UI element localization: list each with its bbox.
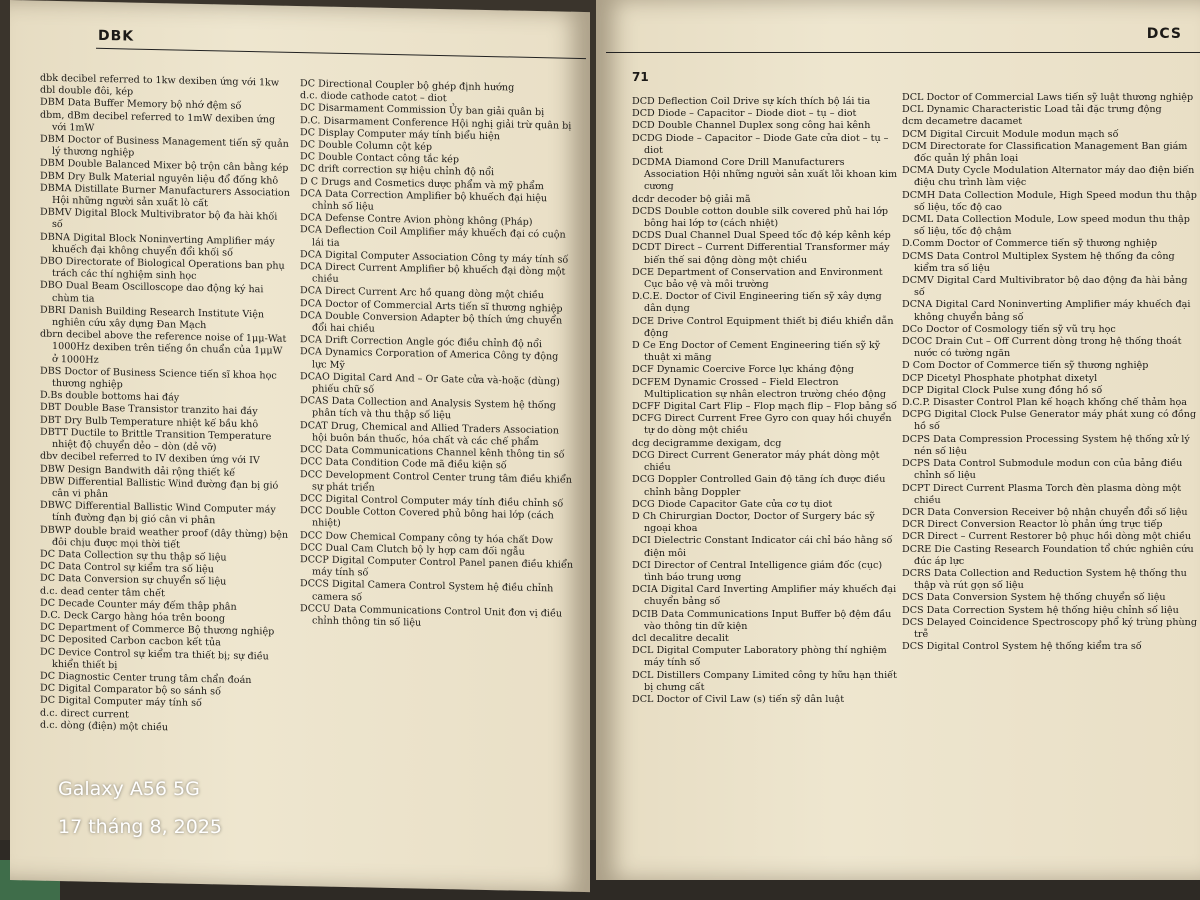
dictionary-entry: DCAO Digital Card And – Or Gate cửa và-hoặc (dùng) phiếu chữ số: [300, 370, 560, 396]
left-column-2: [300, 78, 575, 633]
dictionary-entry: DCS Delayed Coincidence Spectroscopy phổ ký trùng phùng trễ: [902, 616, 1197, 640]
dictionary-entry: dbl double đôi, kép: [40, 84, 134, 98]
dictionary-entry: DC Data Collection sự thu thập số liệu: [40, 548, 227, 564]
dictionary-entry: DCP Digital Clock Pulse xung đồng hồ số: [902, 384, 1103, 396]
dictionary-entry: DC Digital Comparator bộ so sánh số: [40, 682, 221, 698]
dictionary-entry: DCA Defense Contre Avion phòng không (Pháp): [300, 212, 533, 229]
dictionary-entry: dcdr decoder bộ giải mã: [632, 193, 751, 205]
dictionary-entry: DCE Drive Control Equipment thiết bị điều khiển dẫn động: [632, 315, 894, 339]
dictionary-entry: DC Double Column cột kép: [300, 139, 433, 153]
dictionary-entry: DCDT Direct – Current Differential Transformer máy biến thế sai động dòng một chiều: [632, 242, 890, 266]
dictionary-entry: DCFF Digital Cart Flip – Flop mạch flip – Flop bảng số: [632, 401, 897, 413]
dictionary-entry: DCG Diode Capacitor Gate cửa cơ tụ diot: [632, 498, 833, 510]
dictionary-entry: DCS Digital Control System hệ thống kiểm tra số: [902, 641, 1142, 653]
dictionary-entry: DCS Data Correction System hệ thống hiệu chỉnh số liệu: [902, 604, 1179, 616]
dictionary-entry: DBT Double Base Transistor tranzito hai đáy: [40, 402, 258, 418]
dictionary-entry: D.C. Disarmament Conference Hội nghị giải trừ quân bị: [300, 114, 572, 132]
dictionary-entry: DCD Double Channel Duplex song công hai kênh: [632, 120, 871, 132]
dictionary-entry: DC Data Control sự kiểm tra số liệu: [40, 560, 214, 576]
dictionary-entry: D Com Doctor of Commerce tiến sỹ thương nghiệp: [902, 360, 1149, 372]
dictionary-entry: DCDMA Diamond Core Drill Manufacturers Association Hội những người sản xuất lõi khoan kim cương: [632, 157, 898, 193]
dictionary-entry: D.C. Deck Cargo hàng hóa trên boong: [40, 609, 226, 625]
dictionary-entry: DCC Data Communications Channel kênh thông tin số: [300, 444, 565, 461]
dictionary-entry: DBMV Digital Block Multivibrator bộ đa hài khối số: [40, 206, 278, 231]
dictionary-entry: DCRE Die Casting Research Foundation tổ chức nghiên cứu đúc áp lực: [902, 543, 1194, 567]
dictionary-entry: D.C.E. Doctor of Civil Engineering tiến sỹ xây dựng dân dụng: [632, 291, 882, 315]
dictionary-entry: DBM Data Buffer Memory bộ nhớ đệm số: [40, 97, 242, 113]
dictionary-entry: DCPS Data Control Submodule modun con của bảng điều chỉnh số liệu: [902, 458, 1183, 482]
dictionary-entry: dcl decalitre decalit: [632, 632, 729, 644]
right-header-rule: [606, 52, 1200, 53]
dictionary-entry: DCA Direct Current Amplifier bộ khuếch đại dòng một chiều: [300, 261, 566, 286]
dictionary-entry: DBNA Digital Block Noninverting Amplifier máy khuếch đại không chuyển đổi khối số: [40, 231, 275, 259]
dictionary-entry: DCDS Dual Channel Dual Speed tốc độ kép kênh kép: [632, 230, 891, 242]
dictionary-entry: DCNA Digital Card Noninverting Amplifier máy khuếch đại không chuyển bảng số: [902, 299, 1191, 323]
dictionary-entry: DC Display Computer máy tính biểu hiện: [300, 126, 500, 143]
dictionary-entry: DC Directional Coupler bộ ghép định hướng: [300, 78, 515, 94]
dictionary-entry: DCC Double Cotton Covered phủ bông hai lớp (cách nhiệt): [300, 505, 554, 530]
dictionary-entry: DC Disarmament Commission Ủy ban giải quân bị: [300, 102, 545, 119]
dictionary-entry: DCG Direct Current Generator máy phát dòng một chiều: [632, 449, 880, 474]
dictionary-entry: d.c. diode cathode catot – diot: [300, 90, 447, 105]
dictionary-entry: D.Bs double bottoms hai đáy: [40, 389, 180, 404]
dictionary-entry: DCDS Double cotton double silk covered phủ hai lớp bông hai lớp tơ (cách nhiệt): [632, 205, 889, 230]
dictionary-entry: DBS Doctor of Business Science tiến sĩ khoa học thương nghiệp: [40, 365, 277, 391]
dictionary-entry: DCS Data Conversion System hệ thống chuyển số liệu: [902, 592, 1166, 604]
dictionary-entry: D Ce Eng Doctor of Cement Engineering tiến sỹ kỹ thuật xi măng: [632, 340, 881, 364]
dictionary-entry: DC Decade Counter máy đếm thập phân: [40, 597, 237, 613]
dictionary-entry: DC Digital Computer máy tính số: [40, 694, 202, 710]
dictionary-entry: DCPG Digital Clock Pulse Generator máy phát xung có đồng hồ số: [902, 409, 1197, 433]
dictionary-entry: DCo Doctor of Cosmology tiến sỹ vũ trụ học: [902, 323, 1116, 335]
dictionary-entry: DCR Data Conversion Receiver bộ nhận chuyển đổi số liệu: [902, 506, 1188, 518]
right-column-1: [632, 96, 902, 706]
dictionary-entry: DBRI Danish Building Research Institute Viện nghiên cứu xây dựng Đan Mạch: [40, 304, 265, 332]
dictionary-entry: DCPT Direct Current Plasma Torch đèn plasma dòng một chiều: [902, 482, 1182, 506]
dictionary-entry: DBMA Distillate Burner Manufacturers Association Hội những người sản xuất lò cất: [40, 182, 290, 210]
dictionary-entry: DCIA Digital Card Inverting Amplifier máy khuếch đại chuyển bảng số: [632, 584, 897, 608]
dictionary-entry: DCL Doctor of Civil Law (s) tiến sỹ dân luật: [632, 693, 845, 705]
dictionary-entry: d.c. dead center tâm chết: [40, 585, 165, 599]
dictionary-entry: d.c. dòng (điện) một chiều: [40, 719, 169, 734]
device-watermark: Galaxy A56 5G: [58, 778, 200, 800]
dictionary-entry: DCCP Digital Computer Control Panel panen điều khiển máy tính số: [300, 553, 574, 579]
dictionary-entry: DCFG Direct Current Free Gyro con quay hồi chuyển tự do dòng một chiều: [632, 413, 892, 437]
dictionary-entry: dcm decametre dacamet: [902, 116, 1023, 128]
dictionary-entry: DCCU Data Communications Control Unit đơn vị điều chỉnh thông tin số liệu: [300, 602, 563, 629]
right-column-2: [902, 92, 1198, 653]
dictionary-entry: DCL Digital Computer Laboratory phòng thí nghiệm máy tính số: [632, 645, 887, 669]
dictionary-entry: DCA Dynamics Corporation of America Công ty động lực Mỹ: [300, 346, 559, 371]
dictionary-entry: DC Diagnostic Center trung tâm chẩn đoán: [40, 670, 252, 687]
dictionary-entry: DBM Double Balanced Mixer bộ trộn cân bằng kép: [40, 158, 289, 175]
dictionary-entry: DCD Diode – Capacitor – Diode diot – tụ – diot: [632, 108, 857, 120]
page-number: 71: [632, 70, 649, 84]
dictionary-entry: d.c. direct current: [40, 707, 129, 721]
dictionary-entry: DBW Design Bandwith dải rộng thiết kế: [40, 463, 236, 479]
dictionary-entry: dbm, dBm decibel referred to 1mW dexiben ứng với 1mW: [40, 109, 276, 134]
dictionary-entry: D.Comm Doctor of Commerce tiến sỹ thương nghiệp: [902, 238, 1158, 250]
dictionary-entry: DBTT Ductile to Brittle Transition Temperature nhiệt độ chuyển dẻo – dòn (dẻ vỡ): [40, 426, 272, 454]
dictionary-entry: DC drift correction sự hiệu chỉnh độ nổi: [300, 163, 495, 179]
dictionary-entry: DCA Drift Correction Angle góc điều chỉnh độ nổi: [300, 334, 542, 351]
dictionary-entry: DCAT Drug, Chemical and Allied Traders Association hội buôn bán thuốc, hóa chất và các chế phẩm: [300, 419, 559, 448]
dictionary-entry: DCM Digital Circuit Module modun mạch số: [902, 128, 1119, 140]
dictionary-entry: D.C.P. Disaster Control Plan kế hoạch khống chế thảm họa: [902, 397, 1188, 409]
dictionary-entry: DCC Dow Chemical Company công ty hóa chất Dow: [300, 529, 554, 546]
right-page-header: DCS: [1146, 26, 1182, 42]
dictionary-entry: DCM Directorate for Classification Management Ban giám đốc quản lý phân loại: [902, 140, 1188, 165]
dictionary-entry: DCC Data Condition Code mã điều kiện số: [300, 456, 507, 472]
dictionary-entry: DCC Dual Cam Clutch bộ ly hợp cam đối ngẫu: [300, 541, 525, 558]
dictionary-entry: DBO Directorate of Biological Operations ban phụ trách các thí nghiệm sinh học: [40, 255, 285, 283]
left-page: [10, 0, 590, 892]
dictionary-entry: DCC Digital Control Computer máy tính điều chỉnh số: [300, 492, 564, 510]
dictionary-entry: dcg decigramme dexigam, dcg: [632, 437, 782, 449]
dictionary-entry: DCL Dynamic Characteristic Load tải đặc trưng động: [902, 104, 1162, 116]
dictionary-entry: DCMV Digital Card Multivibrator bộ dao động đa hài bảng số: [902, 275, 1188, 299]
dictionary-entry: DCMA Duty Cycle Modulation Alternator máy dao điện biến điệu chu trình làm việc: [902, 165, 1195, 189]
dictionary-entry: DCL Doctor of Commercial Laws tiến sỹ luật thương nghiệp: [902, 92, 1194, 103]
dictionary-entry: DC Double Contact công tắc kép: [300, 151, 459, 166]
dictionary-entry: DCA Double Conversion Adapter bộ thích ứng chuyển đổi hai chiều: [300, 309, 563, 335]
dictionary-entry: DCOC Drain Cut – Off Current dòng trong hệ thống thoát nước có tường ngăn: [902, 336, 1182, 360]
dictionary-entry: DBWC Differential Ballistic Wind Computer máy tính đường đạn bị gió cân vi phân: [40, 499, 276, 527]
dictionary-entry: DC Device Control sự kiểm tra thiết bị; sự điều khiển thiết bị: [40, 646, 269, 671]
dictionary-entry: DBO Dual Beam Oscilloscope dao động ký hai chùm tia: [40, 280, 264, 305]
dictionary-entry: DCAS Data Collection and Analysis System hệ thống phân tích và thu thập số liệu: [300, 395, 556, 422]
dictionary-entry: D C Drugs and Cosmetics dược phẩm và mỹ phẩm: [300, 175, 544, 192]
dictionary-entry: DC Department of Commerce Bộ thương nghiệp: [40, 621, 275, 638]
dictionary-entry: DCCS Digital Camera Control System hệ điều chỉnh camera số: [300, 578, 554, 603]
dictionary-entry: DCR Direct Conversion Reactor lò phản ứng trực tiếp: [902, 519, 1163, 531]
dictionary-entry: DCI Director of Central Intelligence giám đốc (cục) tình báo trung ương: [632, 559, 883, 583]
dictionary-entry: DCR Direct – Current Restorer bộ phục hồi dòng một chiều: [902, 531, 1192, 543]
dictionary-entry: DCRS Data Collection and Reduction System hệ thống thu thập và rút gọn số liệu: [902, 567, 1187, 592]
dictionary-entry: D Ch Chirurgian Doctor, Doctor of Surgery bác sỹ ngoại khoa: [632, 510, 875, 535]
dictionary-entry: DCMH Data Collection Module, High Speed modun thu thập số liệu, tốc độ cao: [902, 189, 1197, 213]
dictionary-entry: DBM Dry Bulk Material nguyên liệu đổ đống khô: [40, 170, 279, 187]
dictionary-entry: DCC Development Control Center trung tâm điều khiển sự phát triển: [300, 468, 572, 494]
dictionary-entry: DCIB Data Communications Input Buffer bộ đệm đầu vào thông tin dữ kiện: [632, 608, 892, 632]
dictionary-entry: DCI Dielectric Constant Indicator cái chỉ báo hằng số điện môi: [632, 535, 893, 559]
dictionary-entry: DCPS Data Compression Processing System hệ thống xử lý nén số liệu: [902, 433, 1190, 457]
dictionary-entry: DCP Dicetyl Phosphate photphat dixetyl: [902, 372, 1098, 384]
dictionary-entry: DCA Direct Current Arc hồ quang dòng một chiều: [300, 285, 544, 302]
dictionary-entry: DCG Doppler Controlled Gain độ tăng ích được điều chỉnh bằng Doppler: [632, 474, 886, 498]
dictionary-entry: DC Data Conversion sự chuyển số liệu: [40, 572, 227, 588]
dictionary-entry: DCF Dynamic Coercive Force lực kháng động: [632, 364, 854, 376]
dictionary-entry: dbrn decibel above the reference noise of 1μμ-Wat 1000Hz dexiben trên tiếng ồn chuẩn của 1μμW ở 1000Hz: [40, 328, 287, 366]
dictionary-entry: DCL Distillers Company Limited công ty hữu hạn thiết bị chưng cất: [632, 669, 897, 693]
dictionary-entry: DCA Deflection Coil Amplifier máy khuếch đại có cuộn lái tia: [300, 224, 566, 249]
dictionary-entry: DCA Data Correction Amplifier bộ khuếch đại hiệu chỉnh số liệu: [300, 187, 548, 213]
dictionary-entry: DBM Doctor of Business Management tiến sỹ quản lý thương nghiệp: [40, 133, 289, 159]
dictionary-entry: DCMS Data Control Multiplex System hệ thống đa công kiểm tra số liệu: [902, 250, 1175, 274]
dictionary-entry: DCE Department of Conservation and Environment Cục bảo vệ và môi trường: [632, 266, 883, 291]
date-watermark: 17 tháng 8, 2025: [58, 816, 223, 838]
dictionary-entry: DCA Digital Computer Association Công ty máy tính số: [300, 248, 569, 266]
dictionary-entry: DC Deposited Carbon cacbon kết tủa: [40, 633, 221, 649]
dictionary-entry: dbv decibel referred to IV dexiben ứng với IV: [40, 450, 260, 467]
dictionary-entry: DCD Deflection Coil Drive sự kích thích bộ lái tia: [632, 96, 871, 107]
left-header-rule: [96, 48, 586, 59]
right-page: [596, 0, 1200, 880]
dictionary-entry: DCA Doctor of Commercial Arts tiến sĩ thương nghiệp: [300, 297, 563, 315]
dictionary-entry: dbk decibel referred to 1kw dexiben ứng với 1kw: [40, 72, 280, 89]
left-page-header: DBK: [98, 27, 135, 45]
dictionary-entry: DBW Differential Ballistic Wind đường đạn bị gió cân vi phân: [40, 475, 279, 500]
dictionary-entry: DBT Dry Bulb Temperature nhiệt kế bầu khô: [40, 414, 259, 430]
left-column-1: [40, 73, 290, 737]
dictionary-entry: DCFEM Dynamic Crossed – Field Electron Multiplication sự nhân electron trường chéo động: [632, 376, 887, 400]
dictionary-entry: DCML Data Collection Module, Low speed modun thu thập số liệu, tốc độ chậm: [902, 214, 1190, 238]
dictionary-entry: DCDG Diode – Capacitor – Diode Gate cửa diot – tụ – diot: [632, 132, 889, 156]
dictionary-entry: DBWP double braid weather proof (dây thừng) bện đôi chịu được mọi thời tiết: [40, 524, 289, 551]
